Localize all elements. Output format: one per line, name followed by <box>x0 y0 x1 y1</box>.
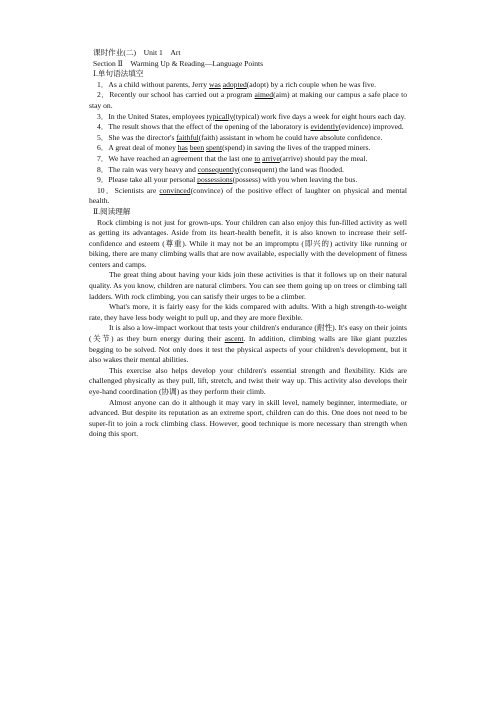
reading-paragraph-5: This exercise also helps develop your children's essential strength and flexibility. Kids are challenged physically as they pull, lift, stretch, and twist their way up. This activity also develops their eye-hand coordination (协调) as they perform their climb. <box>89 365 407 396</box>
answer: faithful <box>176 132 199 142</box>
reading-paragraph-1: Rock climbing is not just for grown-ups. Your children can also enjoy this fun-filled activity as well as getting its advantages. Aside from its heart-health benefit, it is also known to increase their self-confidence and esteem (尊重). While it may not be an impromptu (即兴的) activity like running or biking, there are many climbing walls that are now available, especially with the development of fitness centers and camps. <box>89 217 407 269</box>
part2-heading: Ⅱ.阅读理解 <box>93 206 131 216</box>
answer: convinced <box>159 185 191 195</box>
question-10: 10．Scientists are convinced(convince) of the positive effect of laughter on physical and mental health. <box>89 185 407 206</box>
question-9: 9．Please take all your personal possessions(possess) with you when leaving the bus. <box>97 175 358 185</box>
reading-paragraph-2: The great thing about having your kids join these activities is that it follows up on their natural quality. As you know, children are natural climbers. You can see them going up on trees or climbing tall ladders. With rock climbing, you can satisfy their urges to be a climber. <box>89 270 407 301</box>
question-8: 8．The rain was very heavy and consequently(consequent) the land was flooded. <box>97 164 344 174</box>
question-3: 3．In the United States, employees typically(typical) work five days a week for eight hours each day. <box>97 111 406 121</box>
answer: arrive <box>262 153 280 163</box>
answer: typically <box>206 111 234 121</box>
answer: been <box>189 143 205 153</box>
answer: possessions <box>197 175 233 185</box>
answer: consequently <box>197 164 238 174</box>
doc-title: 课时作业(二) Unit 1 Art <box>93 48 181 57</box>
document-page <box>89 48 407 440</box>
answer: was <box>209 79 221 89</box>
section-title: Section Ⅱ Warming Up & Reading—Language Points <box>93 58 264 68</box>
answer: adopted <box>222 79 247 89</box>
answer: aimed <box>254 90 274 100</box>
answer: has <box>177 143 188 153</box>
question-5: 5．She was the director's faithful(faith) assistant in whom he could have absolute confidence. <box>97 132 383 142</box>
answer: to <box>254 153 261 163</box>
question-6: 6．A great deal of money has been spent(spend) in saving the lives of the trapped miners. <box>97 143 371 153</box>
answer: evidently <box>310 122 339 132</box>
underlined-word: ascent <box>224 334 244 344</box>
question-1: 1．As a child without parents, Jerry was adopted(adopt) by a rich couple when he was five. <box>97 79 377 89</box>
part1-heading: Ⅰ.单句语法填空 <box>93 69 144 79</box>
answer: spent <box>206 143 223 153</box>
reading-paragraph-4: It is also a low-impact workout that tests your children's endurance (耐性). It's easy on their joints (关节) as they burn energy during their ascent. In addition, climbing walls are like giant puzzles begging to be solved. Not only does it test the physical aspects of your children's development, but it also wakes their mental abilities. <box>89 323 407 365</box>
reading-paragraph-6: Almost anyone can do it although it may vary in skill level, namely beginner, intermediate, or advanced. But despite its reputation as an extreme sport, children can do this. One does not need to be super-fit to join a rock climbing class. However, good technique is more necessary than strength when doing this sport. <box>89 397 407 439</box>
reading-paragraph-3: What's more, it is fairly easy for the kids compared with adults. With a high strength-to-weight rate, they have less body weight to pull up, and they are more flexible. <box>89 302 407 322</box>
question-2: 2．Recently our school has carried out a program aimed(aim) at making our campus a safe place to stay on. <box>89 90 408 110</box>
question-4: 4．The result shows that the effect of the opening of the laboratory is evidently(evidence) improved. <box>97 122 404 132</box>
question-7: 7．We have reached an agreement that the last one to arrive(arrive) should pay the meal. <box>97 153 368 163</box>
